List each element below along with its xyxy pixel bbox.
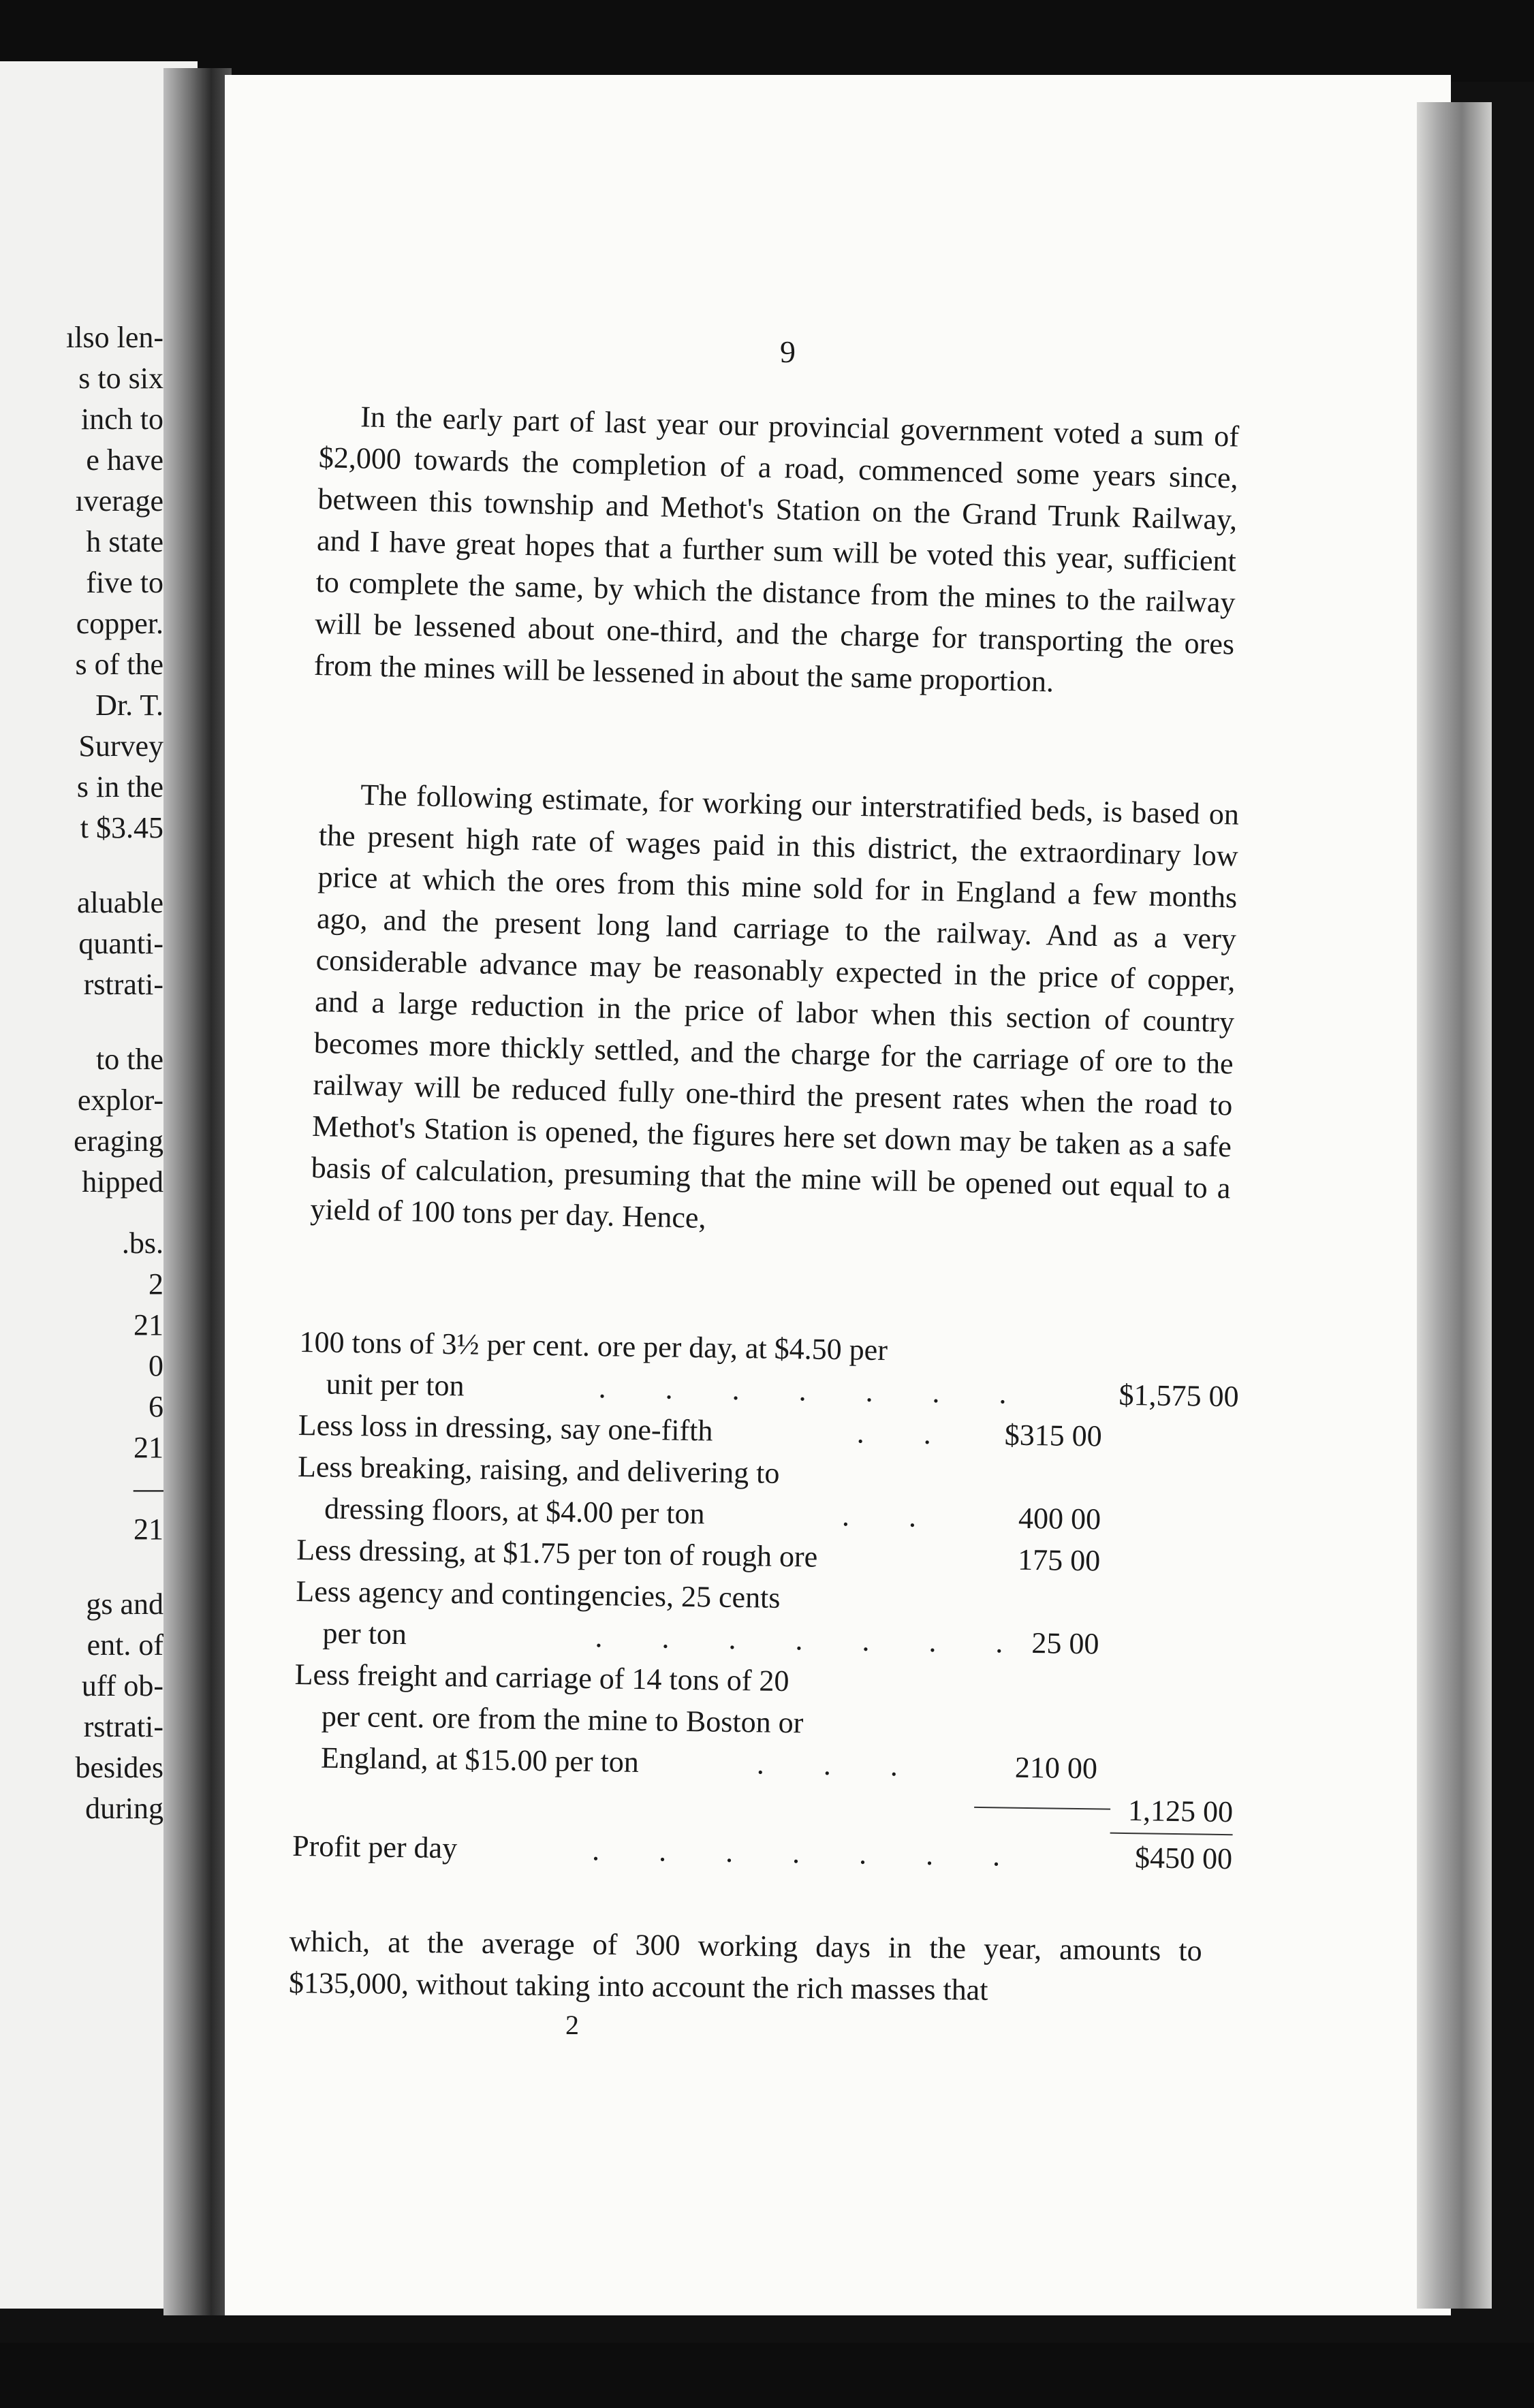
total-cell: 1,125 00 <box>1127 1794 1234 1829</box>
total-cell: $1,575 00 <box>1118 1378 1239 1414</box>
paragraph-road-funding: In the early part of last year our provincial government voted a sum of $2,000 towards the completion of a road, commenced some years since, between this township and Methot's Station on the Grand Trunk Railway, and I have great hopes that a further sum will be voted this year, sufficient to complete the same, by which the distance from the mines to the railway will be lessened about one-third, and the charge for transporting the ores from the mines will be lessened in about the same proportion. <box>313 400 1240 699</box>
prev-page-text-fragment: five to <box>86 566 163 599</box>
row-label: per cent. ore from the mine to Boston or <box>321 1699 804 1740</box>
row-label: Less agency and contingencies, 25 cents <box>296 1574 781 1615</box>
prev-page-text-fragment: e have <box>86 443 163 477</box>
row-label: Less breaking, raising, and delivering to <box>297 1449 780 1490</box>
row-label: per ton <box>322 1616 407 1651</box>
prev-page-text-fragment: s in the <box>76 770 163 804</box>
prev-page-text-fragment: copper. <box>76 607 163 640</box>
row-label: 100 tons of 3½ per cent. ore per day, at $4.50 per <box>299 1325 888 1367</box>
prev-page-text-fragment: ılso len- <box>66 321 163 354</box>
prev-page-text-fragment: to the <box>96 1043 163 1076</box>
prev-page-text-fragment: s of the <box>75 648 163 681</box>
prev-page-text-fragment: ent. of <box>87 1628 163 1662</box>
prev-page-text-fragment: h state <box>86 525 163 558</box>
row-label: dressing floors, at $4.00 per ton <box>324 1491 705 1531</box>
prev-page-text-fragment: — <box>134 1472 163 1505</box>
amount-cell: 400 00 <box>1018 1501 1101 1536</box>
leader-dots: . . <box>856 1416 958 1451</box>
subtotal-rule <box>974 1807 1110 1810</box>
book-gutter <box>163 68 232 2315</box>
prev-page-text-fragment: inch to <box>81 402 163 436</box>
prev-page-text-fragment: 2 <box>148 1267 163 1301</box>
scan-border-bottom <box>0 2343 1534 2408</box>
row-label: Profit per day <box>292 1828 458 1865</box>
amount-cell: $315 00 <box>1004 1418 1103 1453</box>
prev-page-text-fragment: 21 <box>134 1512 163 1546</box>
prev-page-text-fragment: hipped <box>82 1165 163 1199</box>
prev-page-text-fragment: Dr. T. <box>95 688 163 722</box>
prev-page-text-fragment: 0 <box>148 1349 163 1382</box>
total-cell: $450 00 <box>1134 1841 1233 1876</box>
paragraph-annual-profit: which, at the average of 300 working days in the year, amounts to $135,000, without taking into account the rich masses that <box>288 1924 1202 2007</box>
prev-page-text-fragment: gs and <box>86 1587 163 1621</box>
amount-cell: 25 00 <box>1031 1626 1099 1661</box>
prev-page-text-fragment: Survey <box>78 729 163 763</box>
signature-mark: 2 <box>565 2010 579 2040</box>
leader-dots: . . . <box>756 1747 924 1783</box>
prev-page-text-fragment: ıverage <box>75 484 163 518</box>
prev-page-text-fragment: besides <box>75 1751 163 1784</box>
page-edge-shadow <box>1417 102 1492 2309</box>
amount-cell: 210 00 <box>1014 1750 1098 1786</box>
leader-dots: . . <box>841 1499 943 1534</box>
row-label: Less freight and carriage of 14 tons of 20 <box>294 1657 789 1698</box>
prev-page-text-fragment: during <box>85 1792 163 1825</box>
paragraph-estimate-basis: The following estimate, for working our interstratified beds, is based on the present high rate of wages paid in this district, the extraordinary low price at which the ores from this mine sold for in England a few months ago, and the present long land carriage to the railway. And as a very considerable advance may be reasonably expected in the price of copper, and a large reduction in the price of labor when this section of country becomes more thickly settled, and the charge for the carriage of ore to the railway will be reduced fully one-third the present rates when the road to Methot's Station is opened, the figures here set down may be taken as a safe basis of calculation, presuming that the mine will be opened out equal to a yield of 100 tons per day. Hence, <box>309 778 1240 1235</box>
prev-page-text-fragment: s to six <box>78 362 163 395</box>
prev-page-text-fragment: 6 <box>148 1390 163 1423</box>
prev-page-text-fragment: rstrati- <box>83 1710 163 1743</box>
prev-page-text-fragment: eraging <box>74 1124 163 1158</box>
prev-page-text-fragment: 21 <box>134 1431 163 1464</box>
leader-dots: . . . . . . . <box>598 1371 1033 1411</box>
prev-page-text-fragment: 21 <box>134 1308 163 1342</box>
amount-cell: 175 00 <box>1017 1542 1101 1578</box>
prev-page-text-fragment: explor- <box>77 1083 163 1117</box>
prev-page-text-fragment: uff ob- <box>81 1669 163 1702</box>
prev-page-text-fragment: rstrati- <box>83 968 163 1001</box>
total-rule <box>1110 1833 1233 1836</box>
row-label: England, at $15.00 per ton <box>320 1741 640 1779</box>
row-label: unit per ton <box>326 1367 465 1403</box>
row-label: Less dressing, at $1.75 per ton of rough ore <box>296 1532 818 1574</box>
leader-dots: . . . . . . . <box>591 1833 1027 1873</box>
estimate-table <box>292 1321 1240 1880</box>
leader-dots: . . . . . . . <box>595 1620 1029 1660</box>
page-number: 9 <box>780 334 796 369</box>
prev-page-text-fragment: t $3.45 <box>80 811 163 844</box>
prev-page-text-fragment: aluable <box>76 886 163 919</box>
prev-page-text-fragment: quanti- <box>78 927 163 960</box>
row-label: Less loss in dressing, say one-fifth <box>298 1408 713 1448</box>
prev-page-text-fragment: .bs. <box>121 1226 163 1260</box>
